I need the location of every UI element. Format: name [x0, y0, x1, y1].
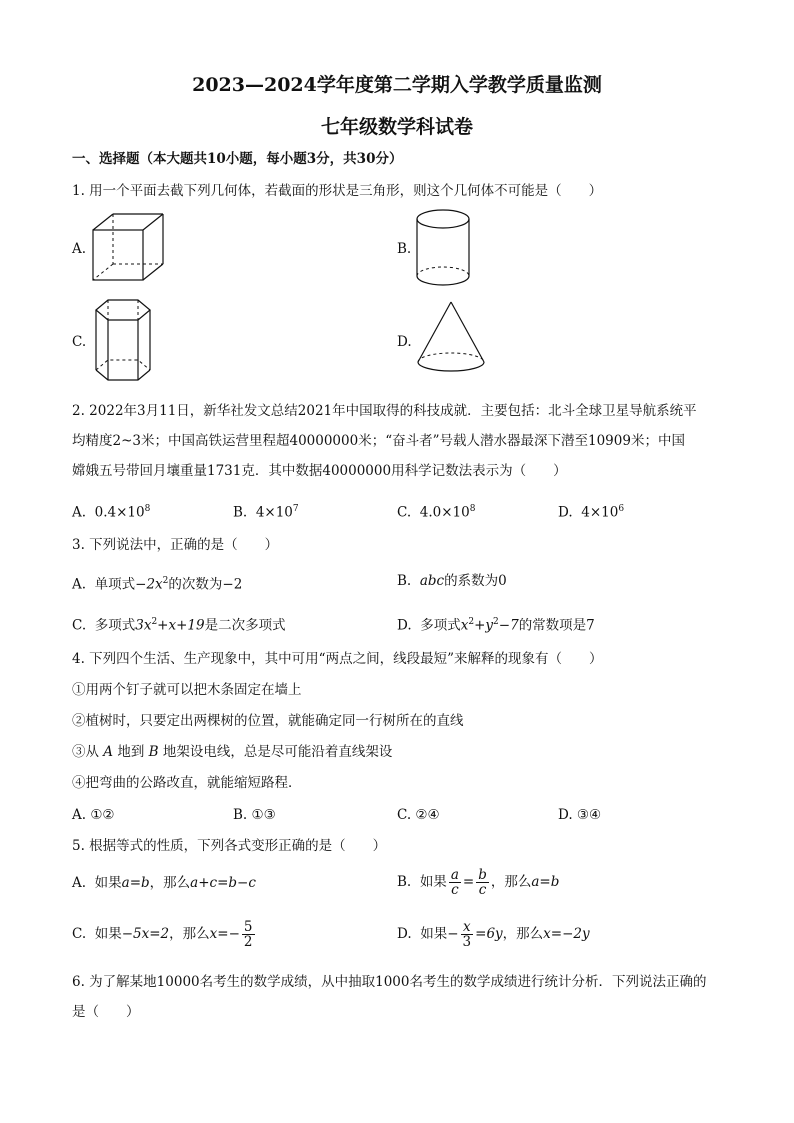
- option-math: 3x: [135, 617, 152, 634]
- option-text: ，那么: [169, 926, 210, 942]
- option-math: =: [462, 874, 475, 890]
- question-5-stem: 5. 根据等式的性质，下列各式变形正确的是（ ）: [72, 838, 387, 854]
- question-6-line-1: 6. 为了解某地10000名考生的数学成绩，从中抽取1000名考生的数学成绩进行统计分析．下列说法正确的: [72, 974, 707, 990]
- q4-option-b: B. ①③: [233, 807, 276, 823]
- point-b: B: [148, 744, 159, 760]
- q5-option-c: [72, 914, 257, 954]
- option-math: −5x=2: [121, 926, 170, 942]
- option-label: C.: [397, 504, 412, 521]
- question-3-stem: 3. 下列说法中，正确的是（ ）: [72, 537, 279, 553]
- denominator: c: [451, 882, 459, 898]
- option-math: −7: [498, 617, 519, 634]
- q1-option-c-label: C.: [72, 334, 87, 350]
- option-base: 0.4×10: [94, 504, 145, 521]
- option-text: 如果: [94, 926, 122, 942]
- fraction: [449, 868, 461, 897]
- option-label: B.: [397, 573, 412, 589]
- q4-item-3: [72, 743, 392, 761]
- option-exponent: 8: [469, 504, 476, 514]
- option-label: C.: [72, 617, 87, 634]
- option-text: 是二次多项式: [204, 617, 286, 634]
- q2-option-a: [72, 500, 150, 522]
- option-math: =6y: [475, 926, 503, 942]
- option-text: 多项式: [420, 617, 461, 634]
- q4-option-a: A. ①②: [72, 807, 115, 823]
- fraction: [461, 920, 474, 949]
- option-exponent: 2: [468, 617, 475, 627]
- option-text: 如果: [94, 875, 122, 891]
- option-exponent: 2: [493, 617, 499, 627]
- q3-option-c: [72, 613, 286, 635]
- option-math: +y: [474, 617, 494, 634]
- option-label: C.: [72, 926, 87, 942]
- q2-option-c: [397, 500, 475, 522]
- numerator: 5: [243, 919, 253, 935]
- hexagonal-prism-icon: [88, 296, 160, 386]
- cone-icon: [414, 298, 490, 378]
- question-2-line-1: 2. 2022年3月11日，新华社发文总结2021年中国取得的科技成就．主要包括：北斗全球卫星导航系统平: [72, 403, 697, 419]
- q4-option-d: D. ③④: [558, 807, 602, 823]
- option-text: ，那么: [149, 875, 191, 891]
- option-math: abc: [419, 573, 445, 589]
- q3-option-b: [397, 572, 507, 590]
- option-math: +x+19: [157, 617, 205, 634]
- option-label: D.: [397, 926, 412, 942]
- q5-option-a: [72, 874, 256, 892]
- option-text: 多项式: [94, 617, 136, 634]
- q2-option-b: [233, 500, 299, 522]
- option-label: A.: [72, 504, 87, 521]
- denominator: 2: [243, 934, 253, 950]
- option-exponent: 2: [151, 617, 158, 627]
- option-label: B.: [233, 504, 248, 521]
- q5-option-b: [397, 862, 559, 902]
- q1-option-b-label: B.: [397, 241, 412, 257]
- q3-option-a: [72, 572, 242, 594]
- numerator: a: [450, 867, 459, 883]
- option-label: A.: [72, 576, 87, 593]
- numerator: b: [478, 867, 487, 883]
- q2-option-d: [558, 500, 624, 522]
- q1-option-a-label: A.: [72, 241, 87, 257]
- q4-item-4: ④把弯曲的公路改直，就能缩短路程．: [72, 775, 302, 791]
- cylinder-icon: [414, 207, 474, 289]
- option-exponent: 2: [162, 576, 169, 586]
- option-label: D.: [558, 504, 573, 521]
- denominator: 3: [462, 934, 472, 950]
- option-text: 的系数为0: [444, 573, 507, 589]
- option-math: a=b: [121, 875, 150, 891]
- exam-subtitle: 七年级数学科试卷: [320, 116, 473, 138]
- q5-option-d: [397, 914, 590, 954]
- item-text: 地架设电线，总是尽可能沿着直线架设: [162, 744, 393, 760]
- option-math: −2x: [135, 576, 163, 593]
- q1-option-d-label: D.: [397, 334, 412, 350]
- option-text: ，那么: [490, 874, 532, 890]
- fraction: [476, 868, 489, 897]
- option-text: 如果: [420, 926, 448, 942]
- question-2-line-3: 嫦娥五号带回月壤重量1731克．其中数据40000000用科学记数法表示为（ ）: [72, 463, 567, 479]
- point-a: A: [103, 744, 114, 760]
- option-exponent: 8: [144, 504, 151, 514]
- option-math: x=−2y: [543, 926, 590, 942]
- option-label: D.: [397, 617, 412, 634]
- question-2-line-2: 均精度2~3米；中国高铁运营里程超40000000米；“奋斗者”号载人潜水器最深下潜至10909米；中国: [72, 433, 685, 449]
- question-1-stem: 1. 用一个平面去截下列几何体，若截面的形状是三角形，则这个几何体不可能是（ ）: [72, 183, 603, 199]
- q4-item-2: ②植树时，只要定出两棵树的位置，就能确定同一行树所在的直线: [72, 713, 464, 729]
- option-label: A.: [72, 875, 87, 891]
- cube-icon: [88, 210, 168, 286]
- q3-option-d: [397, 613, 595, 635]
- option-exponent: 7: [292, 504, 299, 514]
- item-text: ③从: [72, 744, 99, 760]
- option-text: 的次数为−2: [168, 576, 243, 593]
- option-math: a=b: [531, 874, 560, 890]
- denominator: c: [478, 882, 487, 898]
- q4-option-c: C. ②④: [397, 807, 440, 823]
- option-text: ，那么: [502, 926, 544, 942]
- option-base: 4.0×10: [419, 504, 470, 521]
- option-text: 的常数项是7: [518, 617, 595, 634]
- numerator: x: [461, 920, 474, 935]
- item-text: 地到: [117, 744, 145, 760]
- option-math: a+c=b−c: [190, 875, 256, 891]
- option-label: B.: [397, 874, 412, 890]
- exam-title: 2023—2024学年度第二学期入学教学质量监测: [192, 74, 602, 96]
- option-math: x=−: [209, 926, 240, 942]
- option-exponent: 6: [618, 504, 625, 514]
- option-base: 4×10: [255, 504, 293, 521]
- question-6-line-2: 是（ ）: [72, 1004, 140, 1020]
- q4-item-1: ①用两个钉子就可以把木条固定在墙上: [72, 682, 302, 698]
- option-text: 单项式: [94, 576, 136, 593]
- section-heading: 一、选择题（本大题共10小题，每小题3分，共30分）: [72, 151, 403, 167]
- fraction: [242, 920, 255, 949]
- option-math: x: [460, 617, 469, 634]
- option-text: 如果: [419, 874, 447, 890]
- option-base: 4×10: [581, 504, 619, 521]
- option-math: −: [447, 926, 459, 942]
- question-4-stem: 4. 下列四个生活、生产现象中，其中可用“两点之间，线段最短”来解释的现象有（ ）: [72, 651, 603, 667]
